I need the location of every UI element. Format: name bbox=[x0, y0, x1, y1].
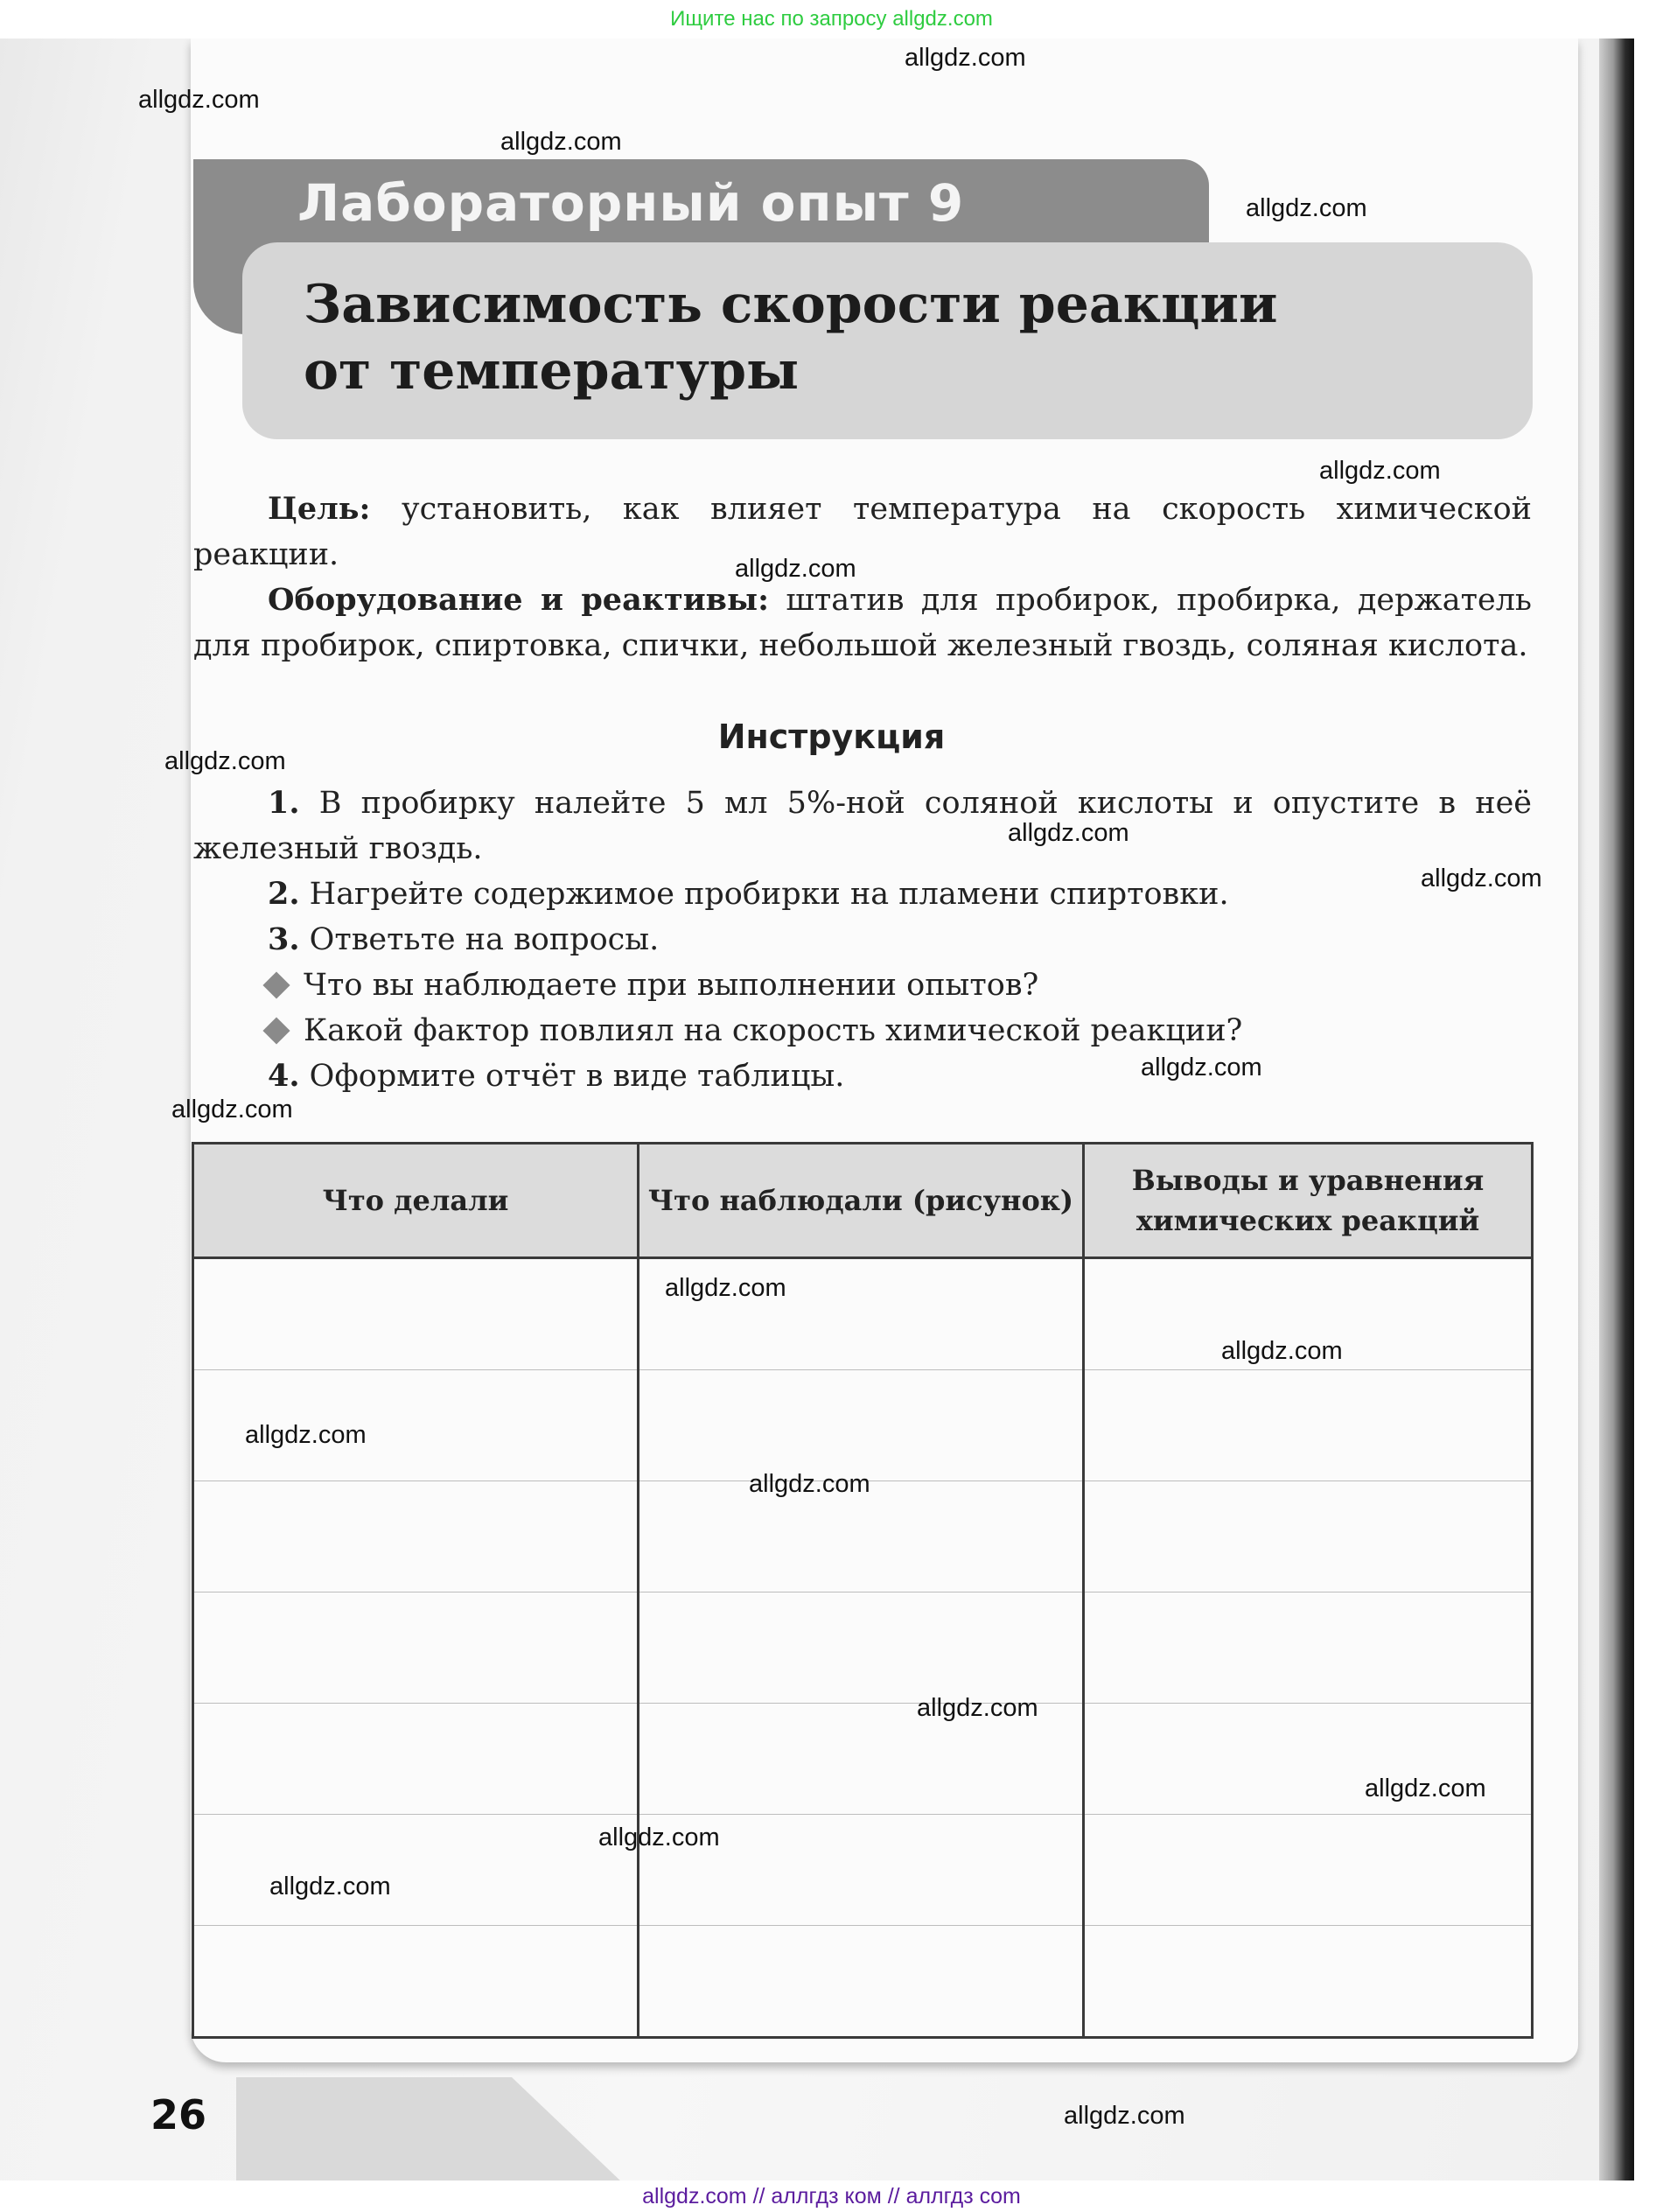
step-number: 1. bbox=[268, 785, 300, 821]
question-2 bbox=[193, 1008, 1532, 1054]
question-text: Что вы наблюдаете при выполнении опытов? bbox=[304, 968, 1039, 1003]
watermark-text: allgdz.com bbox=[1008, 819, 1129, 847]
watermark-text: allgdz.com bbox=[500, 128, 622, 156]
step-number: 2. bbox=[268, 876, 300, 912]
step-number: 4. bbox=[268, 1058, 300, 1094]
watermark-text: allgdz.com bbox=[171, 1096, 293, 1124]
watermark-text: allgdz.com bbox=[138, 86, 260, 114]
watermark-text: allgdz.com bbox=[735, 555, 856, 583]
diamond-bullet-icon bbox=[262, 971, 290, 998]
watermark-text: allgdz.com bbox=[1246, 194, 1367, 222]
topic-title-line-1: Зависимость скорости реакции bbox=[304, 274, 1278, 335]
diamond-bullet-icon bbox=[262, 1017, 290, 1044]
watermark-text: allgdz.com bbox=[917, 1694, 1038, 1722]
instructions-heading: Инструкция bbox=[717, 718, 946, 756]
report-table bbox=[192, 1142, 1534, 2039]
watermark-text: allgdz.com bbox=[1141, 1054, 1262, 1082]
table-cell[interactable] bbox=[193, 1815, 639, 1926]
table-row bbox=[193, 1815, 1533, 1926]
table-row bbox=[193, 1926, 1533, 2038]
lab-number-title: Лабораторный опыт 9 bbox=[297, 173, 965, 233]
watermark-text: allgdz.com bbox=[749, 1470, 870, 1498]
watermark-text: allgdz.com bbox=[269, 1872, 391, 1900]
page-shadow bbox=[236, 2077, 849, 2180]
table-header-row bbox=[193, 1144, 1533, 1258]
watermark-text: allgdz.com bbox=[1421, 864, 1542, 892]
equipment-label: Оборудование и реактивы: bbox=[268, 582, 769, 618]
instruction-step-1 bbox=[193, 780, 1532, 872]
table-cell[interactable] bbox=[1084, 1370, 1533, 1481]
book-spine bbox=[1599, 38, 1634, 2180]
instruction-step-2 bbox=[193, 872, 1532, 917]
table-cell[interactable] bbox=[193, 1481, 639, 1592]
column-header-what-done: Что делали bbox=[193, 1144, 639, 1258]
table-row bbox=[193, 1370, 1533, 1481]
step-text: Оформите отчёт в виде таблицы. bbox=[299, 1059, 845, 1094]
table-cell[interactable] bbox=[639, 1592, 1084, 1704]
table-cell[interactable] bbox=[193, 1258, 639, 1370]
table-cell[interactable] bbox=[193, 1704, 639, 1815]
table-cell[interactable] bbox=[639, 1370, 1084, 1481]
instruction-step-4 bbox=[193, 1054, 1532, 1099]
table-row bbox=[193, 1704, 1533, 1815]
search-hint-banner bbox=[0, 0, 1663, 38]
watermark-text: allgdz.com bbox=[665, 1274, 786, 1302]
footer-links[interactable] bbox=[0, 2180, 1663, 2212]
question-1 bbox=[193, 962, 1532, 1008]
table-cell[interactable] bbox=[1084, 1815, 1533, 1926]
instruction-step-3 bbox=[193, 917, 1532, 962]
table-cell[interactable] bbox=[639, 1926, 1084, 2038]
table-cell[interactable] bbox=[193, 1592, 639, 1704]
watermark-text: allgdz.com bbox=[1221, 1337, 1343, 1365]
watermark-text: allgdz.com bbox=[1064, 2102, 1185, 2130]
table-cell[interactable] bbox=[1084, 1926, 1533, 2038]
question-text: Какой фактор повлиял на скорость химической реакции? bbox=[304, 1013, 1243, 1048]
watermark-text: allgdz.com bbox=[245, 1421, 367, 1449]
step-text: В пробирку налейте 5 мл 5%-ной соляной кислоты и опустите в неё железный гвоздь. bbox=[193, 786, 1532, 866]
column-header-observed: Что наблюдали (рисунок) bbox=[639, 1144, 1084, 1258]
goal-label: Цель: bbox=[268, 491, 371, 527]
search-hint-text: Ищите нас по запросу allgdz.com bbox=[670, 7, 993, 31]
step-text: Нагрейте содержимое пробирки на пламени спиртовки. bbox=[299, 877, 1229, 912]
table-row bbox=[193, 1592, 1533, 1704]
table-cell[interactable] bbox=[193, 1926, 639, 2038]
step-number: 3. bbox=[268, 921, 300, 957]
table-cell[interactable] bbox=[1084, 1481, 1533, 1592]
watermark-text: allgdz.com bbox=[905, 44, 1026, 72]
footer-links-text[interactable]: allgdz.com // аллгдз ком // аллгдз com bbox=[642, 2184, 1021, 2208]
watermark-text: allgdz.com bbox=[598, 1824, 720, 1852]
watermark-text: allgdz.com bbox=[1365, 1774, 1486, 1802]
table-cell[interactable] bbox=[1084, 1592, 1533, 1704]
watermark-text: allgdz.com bbox=[1319, 457, 1441, 485]
column-header-conclusions: Выводы и уравнения химических реакций bbox=[1084, 1144, 1533, 1258]
equipment-paragraph bbox=[193, 578, 1532, 668]
goal-paragraph bbox=[193, 486, 1532, 578]
page-number: 26 bbox=[150, 2091, 207, 2138]
topic-title-line-2: от температуры bbox=[304, 340, 800, 402]
watermark-text: allgdz.com bbox=[164, 747, 286, 775]
step-text: Ответьте на вопросы. bbox=[299, 922, 660, 957]
goal-text: установить, как влияет температура на скорость химической реакции. bbox=[193, 492, 1532, 572]
topic-title bbox=[304, 271, 1485, 404]
equipment-text: штатив для пробирок, пробирка, держатель для пробирок, спиртовка, спички, небольшой железный гвоздь, соляная кислота. bbox=[193, 583, 1532, 663]
